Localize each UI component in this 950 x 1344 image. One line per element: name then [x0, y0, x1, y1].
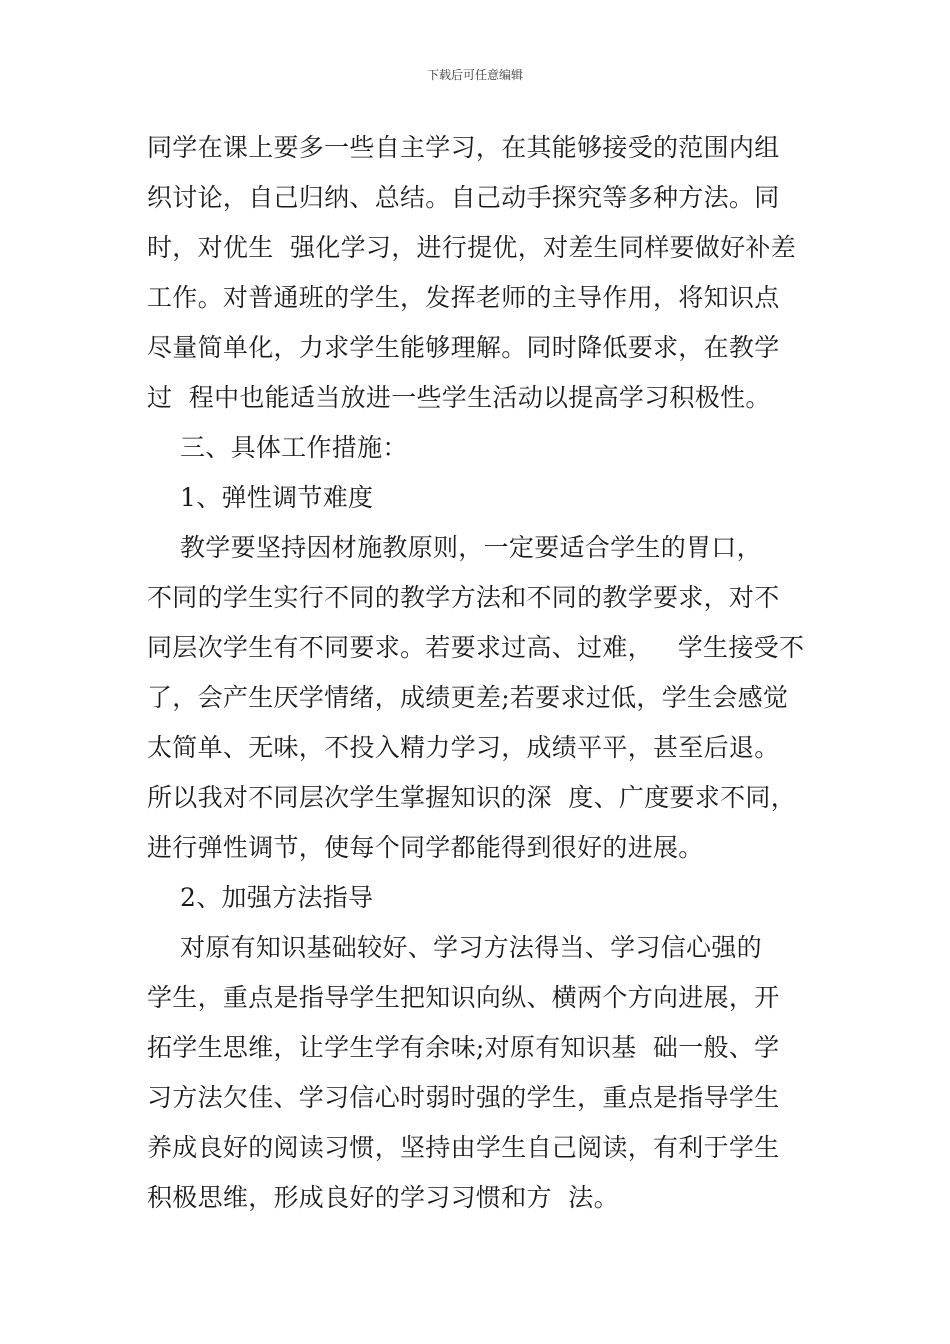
text-line: 教学要坚持因材施教原则，一定要适合学生的胃口，	[147, 533, 762, 562]
page-header: 下载后可任意编辑	[426, 68, 523, 82]
subsection-heading: 2、加强方法指导	[147, 883, 374, 912]
text-line: 拓学生思维，让学生学有余味;对原有知识基 础一般、学	[147, 1033, 780, 1062]
text-line: 时，对优生 强化学习，进行提优，对差生同样要做好补差	[147, 233, 796, 262]
text-line: 过 程中也能适当放进一些学生活动以提高学习积极性。	[147, 383, 771, 412]
text-line: 尽量简单化，力求学生能够理解。同时降低要求，在教学	[147, 333, 780, 362]
text-line: 太简单、无味，不投入精力学习，成绩平平，甚至后退。	[147, 733, 780, 762]
text-line: 习方法欠佳、学习信心时弱时强的学生，重点是指导学生	[147, 1083, 780, 1112]
text-line: 工作。对普通班的学生，发挥老师的主导作用，将知识点	[147, 283, 780, 312]
text-line: 进行弹性调节，使每个同学都能得到很好的进展。	[147, 833, 704, 862]
text-line: 所以我对不同层次学生掌握知识的深 度、广度要求不同，	[147, 783, 796, 812]
text-line: 学生，重点是指导学生把知识向纵、横两个方向进展，开	[147, 983, 780, 1012]
text-line: 织讨论，自己归纳、总结。自己动手探究等多种方法。同	[147, 183, 780, 212]
text-line: 同层次学生有不同要求。若要求过高、过难， 学生接受不	[147, 633, 805, 662]
subsection-heading: 1、弹性调节难度	[147, 483, 374, 512]
text-line: 不同的学生实行不同的教学方法和不同的教学要求，对不	[147, 583, 780, 612]
section-heading: 三、具体工作措施：	[147, 433, 408, 462]
text-line: 积极思维，形成良好的学习习惯和方 法。	[147, 1183, 619, 1212]
text-line: 同学在课上要多一些自主学习，在其能够接受的范围内组	[147, 133, 780, 162]
text-line: 了，会产生厌学情绪，成绩更差;若要求过低，学生会感觉	[147, 683, 789, 712]
text-line: 对原有知识基础较好、学习方法得当、学习信心强的	[147, 933, 762, 962]
text-line: 养成良好的阅读习惯，坚持由学生自己阅读，有利于学生	[147, 1133, 780, 1162]
